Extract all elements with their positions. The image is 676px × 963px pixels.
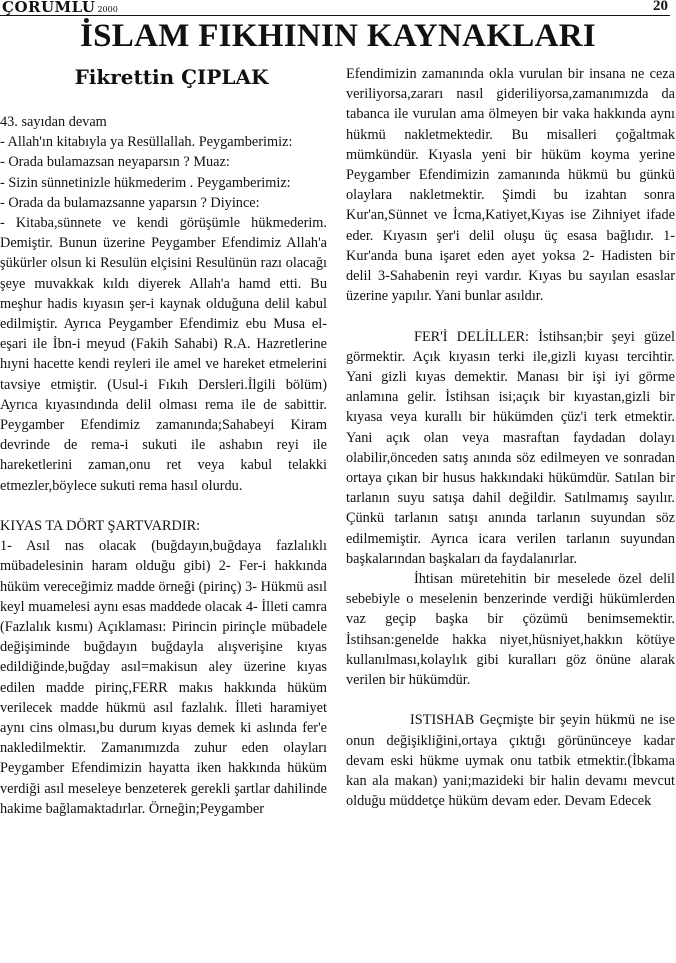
page-number: 20 — [653, 0, 668, 14]
paragraph: - Orada bulamazsan neyaparsın ? Muaz: — [0, 154, 230, 171]
paragraph: 1- Asıl nas olacak (buğdayın,buğdaya fazlalıklı mübadelesinin haram olduğu gibi) 2- Fer-i hakkında hüküm vereceğimiz madde örneği (pirinç) 3- Hükmü asıl keyl muamelesi aynı esas maddede olacak 4- İlleti camra (Fazlalık kısmı) Açıklaması: Pirincin pirinçle mübadele değişiminde buğdayın buğdayla alışverişine kıyas edildiğinde,buğday asıl=makisun aley üzerine kıyas edilen madde pirinç,FERR makıs hakkında hüküm verilecek madde hükmü asıl fazlalık. İlleti haramiyet aynı cins olması,bu durum kıyas demek ki aslında fer'e nakledilmektir. Zamanımızda zuhur eden olayları Peygamber Efendimizin hayatta iken hakkında hüküm verdiği asıl meseleye benzeterek gerekli şartlar dahilinde hakime bağlamaktadırlar. Örneğin;Peygamber — [0, 538, 327, 817]
paragraph-gap — [346, 306, 675, 326]
article-author: Fikrettin ÇIPLAK — [74, 65, 269, 89]
magazine-title: ÇORUMLU — [2, 0, 96, 16]
paragraph: - Orada da bulamazsanne yaparsın ? Diyince: — [0, 194, 260, 211]
magazine-year: 2000 — [97, 5, 118, 14]
paragraph: 43. sayıdan devam — [0, 114, 107, 130]
paragraph: - Kitaba,sünnete ve kendi görüşümle hükmederim. Demiştir. Bunun üzerine Peygamber Efendimiz Allah'a şükürler olsun ki Resulün elçisini Resulünün razı olacağı şeye muvakkak kıldı diyerek Allah'a hamd etti. Bu meşhur hadis kıyasın şer-i kaynak olduğuna delil kabul edilmiştir. Ayrıca Peygamber Efendimiz ebu Musa el-eşari ile İbn-i meyud (Fakih Sahabi) R.A. Hazretlerine hıyni hacette kendi reyleri ile amel ve hareket etmelerini tavsiye etmiştir. (Usul-i Fıkıh Dersleri.İlgili bölüm) Ayrıca kıyasındında delil olması rema ile de sabittir. Peygamber Efendimiz zamanında;Sahabeyi Kiram devrinde de rema-i sukuti ile ashabın reyi ile hareketlerini zaman,onu ret veya kabul telakki etmezler,böylece sukuti rema hasıl olurdu. — [0, 215, 327, 494]
paragraph: - Sizin sünnetinizle hükmederim . Peygamberimiz: — [0, 174, 291, 191]
left-column — [0, 112, 327, 819]
paragraph: - Allah'ın kitabıyla ya Resüllallah. Peygamberimiz: — [0, 134, 293, 151]
section-heading: KIYAS TA DÖRT ŞARTVARDIR: — [0, 518, 201, 535]
paragraph: ISTISHAB Geçmişte bir şeyin hükmü ne ise onun değişikliğini,ortaya çıktığı görününceye kadar devam eski hükme uymak onu tatbik etmektir.(İbkama kan ala makan) yani;mazideki bir halin devamı mevcut olduğu müddetçe hüküm devam eder. Devam Edecek — [346, 712, 675, 810]
article-title: İSLAM FIKHININ KAYNAKLARI — [79, 18, 597, 54]
paragraph: Efendimizin zamanında okla vurulan bir insana ne ceza veriliyorsa,zararı nasıl gideriliyorsa,zamanımızda da tabanca ile vurulan ama ölmeyen bir vaka hakkında aynı hükmü nakletmektedir. Bu misalleri çoğaltmak mümkündür. Kıyasla yeni bir hüküm koyma yerine Peygamber Efendimizin zamanında hükmü bu günkü olaylara nakletmektir. Şimdi bu izahtan sonra Kur'an,Sünnet ve İcma,Katiyet,Kıyas ise Zihniyet ifade eder. Kıyasın şer'i delil oluşu üç esasa bağlıdır. 1- Kur'anda buna işaret eden ayet yoksa 2- Hadisten bir delil 3-Sahabenin reyi vardır. Kıyas bu sayılan esaslar üzerine yapılır. Yani bunlar asıldır. — [346, 66, 675, 305]
paragraph-gap — [0, 496, 327, 516]
right-column — [346, 64, 675, 811]
paragraph: FER'İ DELİLLER: İstihsan;bir şeyi güzel görmektir. Açık kıyasın terki ile,gizli kıyası tercihtir. Yani gizli kıyas demektir. Manası bir işi iyi görme anlamına gelir. İstihsan isi;açık bir kıyastan,gizli bir kıyasa veya kurallı bir hükümden çüz'i terk etmektir. Yani açık olan veya masraftan faydadan dolayı olabilir,önceden satış anında söz edilmeyen ve sonradan ortaya çıkan bir husus hakkındaki hükümdür. Satılan bir tarlanın suyu satışa dahil değildir. Satılmamış sayılır. Çünkü tarlanın satışı anında tarlanın suyundan söz edilmemiştir. Ayrıca icara verilen tarlanın suyundan başkalarından başkaları da faydalanırlar. — [346, 328, 675, 567]
magazine-name — [2, 0, 118, 16]
paragraph: İhtisan müretehitin bir meselede özel delil sebebiyle o meselenin benzerinde verdiği hükümlerden vaz geçip başka bir çözümü benimsemektir. İstihsan:genelde hakka niyet,hüsniyet,hakkın kötüye kullanılması,kolaylık gibi kuralları göz önüne alarak verilen bir hükümdür. — [346, 571, 675, 689]
paragraph-gap — [346, 690, 675, 710]
